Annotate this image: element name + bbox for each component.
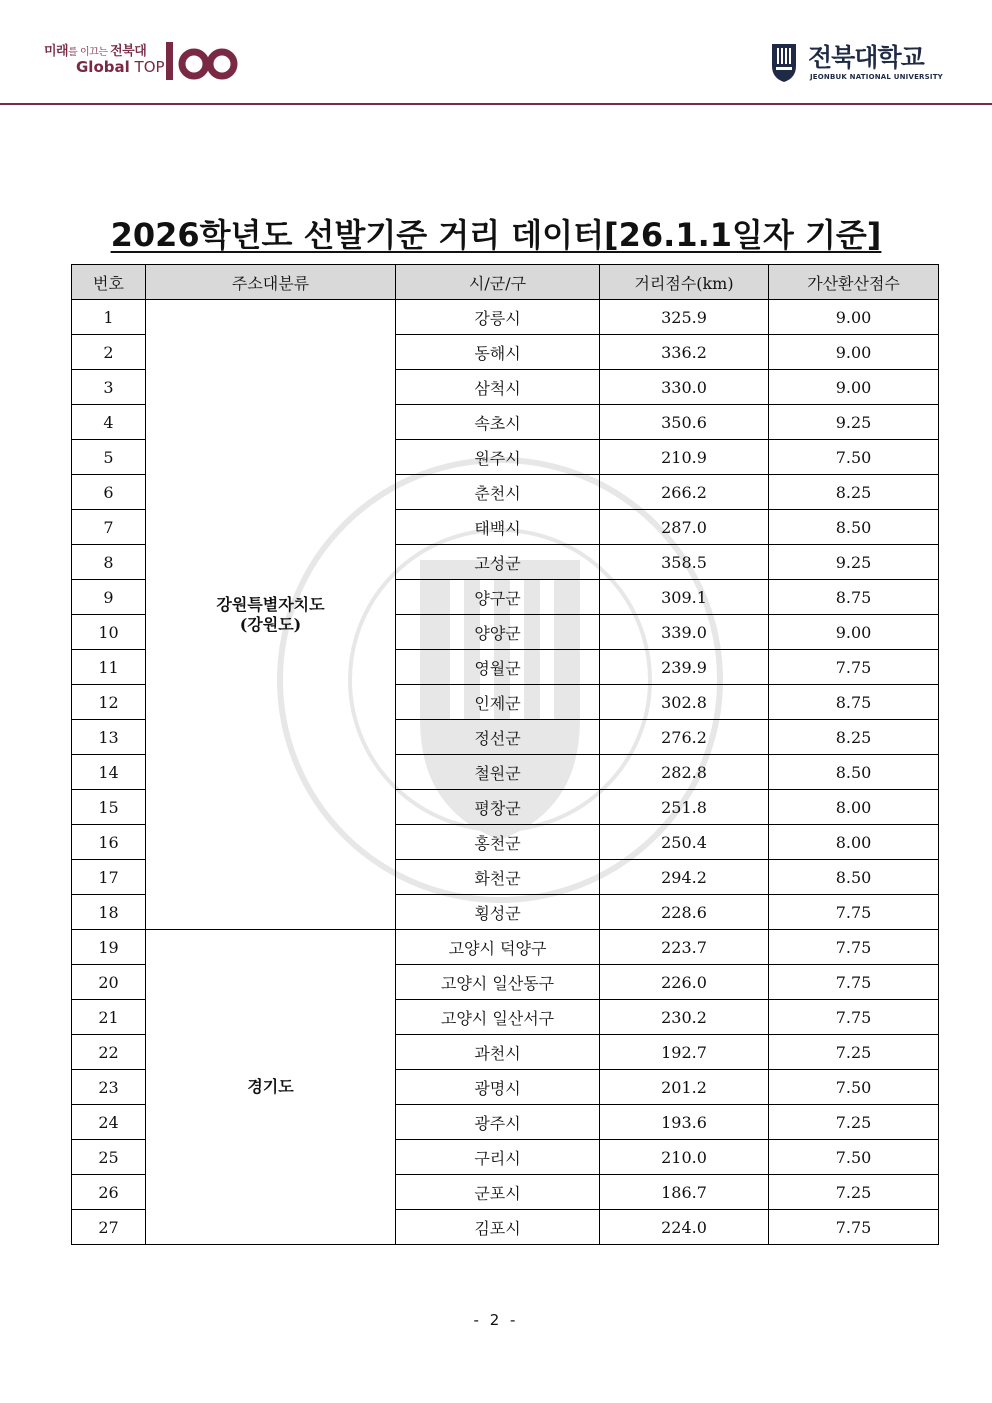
cell-score: 8.00 <box>769 825 939 860</box>
cell-score: 7.75 <box>769 930 939 965</box>
slogan-line2: Global TOP <box>76 58 165 76</box>
cell-number: 8 <box>72 545 146 580</box>
cell-distance: 330.0 <box>600 370 769 405</box>
cell-number: 6 <box>72 475 146 510</box>
page-title: 2026학년도 선발기준 거리 데이터[26.1.1일자 기준] <box>110 216 882 254</box>
university-emblem-icon <box>768 40 800 84</box>
cell-score: 7.25 <box>769 1105 939 1140</box>
cell-score: 9.00 <box>769 615 939 650</box>
table-header-row <box>72 265 939 300</box>
cell-number: 7 <box>72 510 146 545</box>
cell-city: 삼척시 <box>396 370 600 405</box>
region-name: 강원특별자치도 <box>216 594 325 614</box>
cell-score: 7.75 <box>769 965 939 1000</box>
cell-distance: 192.7 <box>600 1035 769 1070</box>
cell-number: 11 <box>72 650 146 685</box>
cell-distance: 224.0 <box>600 1210 769 1245</box>
header-number: 번호 <box>72 265 146 300</box>
cell-number: 13 <box>72 720 146 755</box>
table-row <box>72 930 939 965</box>
header-region: 주소대분류 <box>146 265 396 300</box>
slogan-logo <box>44 36 244 86</box>
cell-city: 정선군 <box>396 720 600 755</box>
header-score: 가산환산점수 <box>769 265 939 300</box>
cell-number: 27 <box>72 1210 146 1245</box>
cell-distance: 239.9 <box>600 650 769 685</box>
cell-score: 8.75 <box>769 580 939 615</box>
cell-number: 10 <box>72 615 146 650</box>
cell-score: 8.50 <box>769 860 939 895</box>
cell-city: 철원군 <box>396 755 600 790</box>
cell-region <box>146 300 396 930</box>
cell-number: 19 <box>72 930 146 965</box>
cell-city: 고양시 덕양구 <box>396 930 600 965</box>
cell-distance: 309.1 <box>600 580 769 615</box>
cell-city: 춘천시 <box>396 475 600 510</box>
cell-score: 7.50 <box>769 440 939 475</box>
university-english-name: JEONBUK NATIONAL UNIVERSITY <box>810 73 943 81</box>
cell-distance: 350.6 <box>600 405 769 440</box>
cell-number: 5 <box>72 440 146 475</box>
top100-logo-icon <box>162 36 242 82</box>
cell-distance: 358.5 <box>600 545 769 580</box>
cell-distance: 339.0 <box>600 615 769 650</box>
cell-score: 8.00 <box>769 790 939 825</box>
header-city: 시/군/구 <box>396 265 600 300</box>
distance-data-table <box>71 264 939 1245</box>
cell-number: 1 <box>72 300 146 335</box>
cell-distance: 336.2 <box>600 335 769 370</box>
cell-number: 24 <box>72 1105 146 1140</box>
cell-city: 속초시 <box>396 405 600 440</box>
cell-score: 8.25 <box>769 475 939 510</box>
cell-city: 인제군 <box>396 685 600 720</box>
cell-score: 9.25 <box>769 545 939 580</box>
cell-score: 7.50 <box>769 1070 939 1105</box>
cell-distance: 230.2 <box>600 1000 769 1035</box>
cell-distance: 325.9 <box>600 300 769 335</box>
cell-city: 과천시 <box>396 1035 600 1070</box>
cell-score: 7.25 <box>769 1175 939 1210</box>
cell-score: 8.25 <box>769 720 939 755</box>
cell-score: 9.00 <box>769 300 939 335</box>
cell-city: 양양군 <box>396 615 600 650</box>
cell-city: 군포시 <box>396 1175 600 1210</box>
cell-number: 26 <box>72 1175 146 1210</box>
cell-city: 동해시 <box>396 335 600 370</box>
cell-score: 7.75 <box>769 650 939 685</box>
cell-number: 20 <box>72 965 146 1000</box>
cell-distance: 302.8 <box>600 685 769 720</box>
cell-number: 3 <box>72 370 146 405</box>
cell-score: 9.00 <box>769 335 939 370</box>
page-number: - 2 - <box>473 1311 519 1329</box>
cell-score: 7.50 <box>769 1140 939 1175</box>
header-distance: 거리점수(km) <box>600 265 769 300</box>
cell-score: 7.75 <box>769 895 939 930</box>
slogan-line1: 미래를 이끄는 전북대 <box>44 44 147 59</box>
cell-city: 김포시 <box>396 1210 600 1245</box>
header-divider <box>0 103 992 105</box>
cell-score: 7.75 <box>769 1210 939 1245</box>
university-name: 전북대학교 <box>808 43 924 72</box>
cell-score: 8.50 <box>769 510 939 545</box>
cell-score: 7.25 <box>769 1035 939 1070</box>
cell-distance: 186.7 <box>600 1175 769 1210</box>
cell-number: 4 <box>72 405 146 440</box>
cell-city: 홍천군 <box>396 825 600 860</box>
cell-distance: 251.8 <box>600 790 769 825</box>
cell-score: 8.50 <box>769 755 939 790</box>
cell-distance: 210.0 <box>600 1140 769 1175</box>
cell-city: 고양시 일산동구 <box>396 965 600 1000</box>
cell-city: 영월군 <box>396 650 600 685</box>
cell-city: 강릉시 <box>396 300 600 335</box>
cell-distance: 193.6 <box>600 1105 769 1140</box>
cell-distance: 266.2 <box>600 475 769 510</box>
cell-distance: 287.0 <box>600 510 769 545</box>
cell-distance: 276.2 <box>600 720 769 755</box>
cell-city: 화천군 <box>396 860 600 895</box>
cell-number: 25 <box>72 1140 146 1175</box>
cell-distance: 210.9 <box>600 440 769 475</box>
cell-number: 18 <box>72 895 146 930</box>
cell-region <box>146 930 396 1245</box>
cell-distance: 228.6 <box>600 895 769 930</box>
university-logo <box>768 38 958 88</box>
cell-number: 23 <box>72 1070 146 1105</box>
cell-distance: 223.7 <box>600 930 769 965</box>
cell-city: 고성군 <box>396 545 600 580</box>
cell-distance: 201.2 <box>600 1070 769 1105</box>
cell-number: 9 <box>72 580 146 615</box>
cell-distance: 294.2 <box>600 860 769 895</box>
cell-number: 17 <box>72 860 146 895</box>
cell-city: 횡성군 <box>396 895 600 930</box>
cell-number: 15 <box>72 790 146 825</box>
cell-city: 광명시 <box>396 1070 600 1105</box>
cell-distance: 226.0 <box>600 965 769 1000</box>
cell-number: 16 <box>72 825 146 860</box>
cell-score: 9.25 <box>769 405 939 440</box>
region-name: 경기도 <box>247 1077 294 1096</box>
cell-city: 고양시 일산서구 <box>396 1000 600 1035</box>
cell-city: 원주시 <box>396 440 600 475</box>
cell-number: 12 <box>72 685 146 720</box>
cell-number: 21 <box>72 1000 146 1035</box>
cell-score: 7.75 <box>769 1000 939 1035</box>
region-alt-name: (강원도) <box>239 614 302 634</box>
cell-city: 양구군 <box>396 580 600 615</box>
cell-number: 14 <box>72 755 146 790</box>
cell-number: 22 <box>72 1035 146 1070</box>
cell-distance: 282.8 <box>600 755 769 790</box>
cell-city: 평창군 <box>396 790 600 825</box>
cell-city: 광주시 <box>396 1105 600 1140</box>
table-row <box>72 300 939 335</box>
cell-number: 2 <box>72 335 146 370</box>
cell-distance: 250.4 <box>600 825 769 860</box>
cell-city: 구리시 <box>396 1140 600 1175</box>
cell-score: 9.00 <box>769 370 939 405</box>
cell-score: 8.75 <box>769 685 939 720</box>
cell-city: 태백시 <box>396 510 600 545</box>
page-header <box>0 0 992 106</box>
